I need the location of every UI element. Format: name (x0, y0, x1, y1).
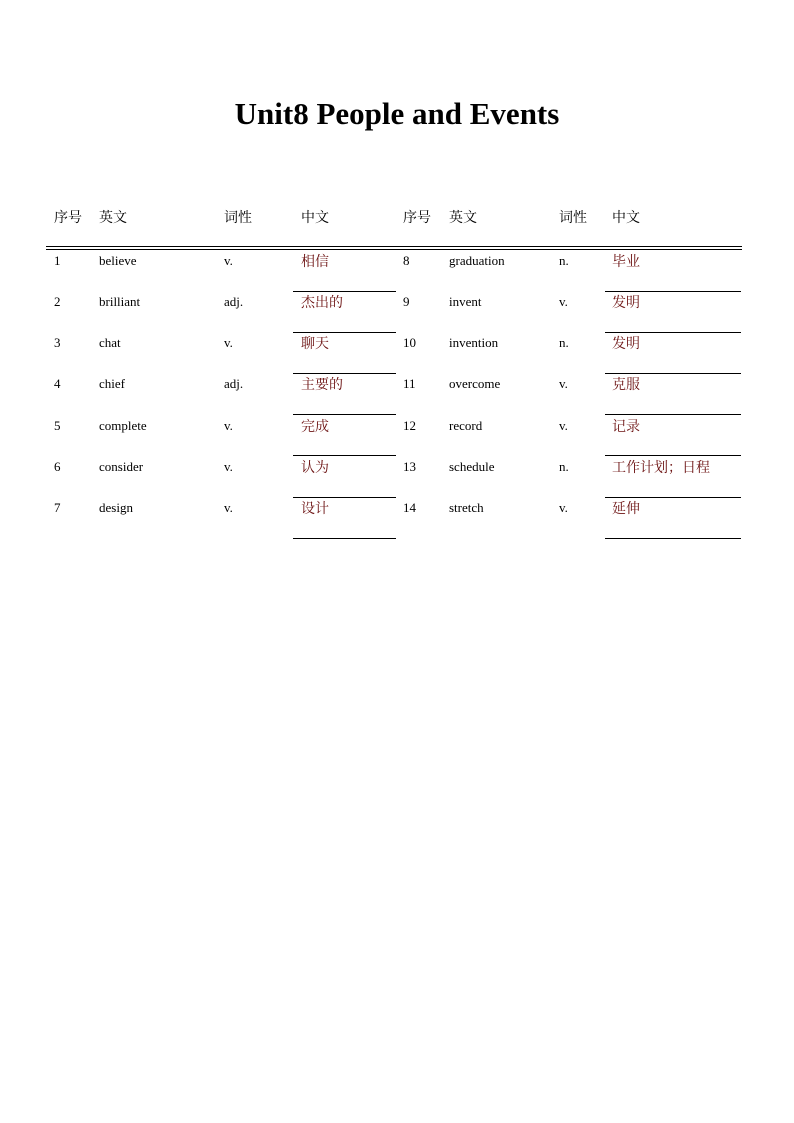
header-part-of-speech: 词性 (559, 210, 587, 226)
part-of-speech: v. (559, 376, 568, 391)
part-of-speech: n. (559, 459, 569, 474)
chinese-meaning: 相信 (301, 254, 329, 270)
part-of-speech: v. (559, 294, 568, 309)
part-of-speech: v. (224, 459, 233, 474)
page-title: Unit8 People and Events (234, 96, 560, 131)
part-of-speech: adj. (224, 294, 244, 309)
word-number: 7 (54, 500, 61, 515)
chinese-meaning: 杰出的 (301, 295, 343, 311)
part-of-speech: v. (559, 500, 568, 515)
chinese-meaning: 发明 (612, 295, 640, 311)
english-word: invent (449, 294, 482, 309)
header-number: 序号 (54, 210, 82, 226)
english-word: design (99, 500, 133, 515)
word-number: 2 (54, 294, 61, 309)
word-number: 13 (403, 459, 416, 474)
word-number: 6 (54, 459, 61, 474)
word-number: 12 (403, 418, 416, 433)
english-word: complete (99, 418, 147, 433)
part-of-speech: n. (559, 253, 569, 268)
header-english: 英文 (449, 210, 477, 226)
english-word: chief (99, 376, 125, 391)
chinese-meaning: 发明 (612, 336, 640, 352)
chinese-meaning: 记录 (612, 419, 640, 435)
header-part-of-speech: 词性 (224, 210, 252, 226)
header-number: 序号 (403, 210, 431, 226)
answer-underline (293, 455, 396, 456)
answer-underline (605, 538, 741, 539)
english-word: stretch (449, 500, 484, 515)
english-word: overcome (449, 376, 501, 391)
header-divider-bottom (46, 249, 742, 250)
english-word: invention (449, 335, 499, 350)
word-number: 1 (54, 253, 61, 268)
chinese-meaning: 工作计划；日程 (612, 460, 710, 476)
word-number: 8 (403, 253, 410, 268)
part-of-speech: v. (224, 418, 233, 433)
word-number: 9 (403, 294, 410, 309)
english-word: graduation (449, 253, 505, 268)
part-of-speech: n. (559, 335, 569, 350)
part-of-speech: adj. (224, 376, 244, 391)
header-english: 英文 (99, 210, 127, 226)
english-word: record (449, 418, 483, 433)
word-number: 11 (403, 376, 416, 391)
english-word: believe (99, 253, 137, 268)
english-word: brilliant (99, 294, 141, 309)
chinese-meaning: 认为 (301, 460, 329, 476)
part-of-speech: v. (559, 418, 568, 433)
word-number: 5 (54, 418, 61, 433)
english-word: chat (99, 335, 121, 350)
chinese-meaning: 完成 (301, 419, 329, 435)
answer-underline (605, 455, 741, 456)
english-word: consider (99, 459, 144, 474)
header-divider-top (46, 246, 742, 247)
english-word: schedule (449, 459, 495, 474)
header-chinese: 中文 (301, 210, 329, 226)
word-number: 3 (54, 335, 61, 350)
answer-underline (293, 414, 396, 415)
chinese-meaning: 设计 (301, 501, 329, 517)
word-number: 14 (403, 500, 416, 515)
chinese-meaning: 毕业 (612, 254, 640, 270)
part-of-speech: v. (224, 500, 233, 515)
chinese-meaning: 延伸 (612, 501, 640, 517)
chinese-meaning: 克服 (612, 377, 640, 393)
header-chinese: 中文 (612, 210, 640, 226)
answer-underline (605, 414, 741, 415)
chinese-meaning: 聊天 (301, 336, 329, 352)
answer-underline (293, 538, 396, 539)
part-of-speech: v. (224, 335, 233, 350)
chinese-meaning: 主要的 (301, 377, 343, 393)
part-of-speech: v. (224, 253, 233, 268)
word-number: 4 (54, 376, 61, 391)
word-number: 10 (403, 335, 416, 350)
